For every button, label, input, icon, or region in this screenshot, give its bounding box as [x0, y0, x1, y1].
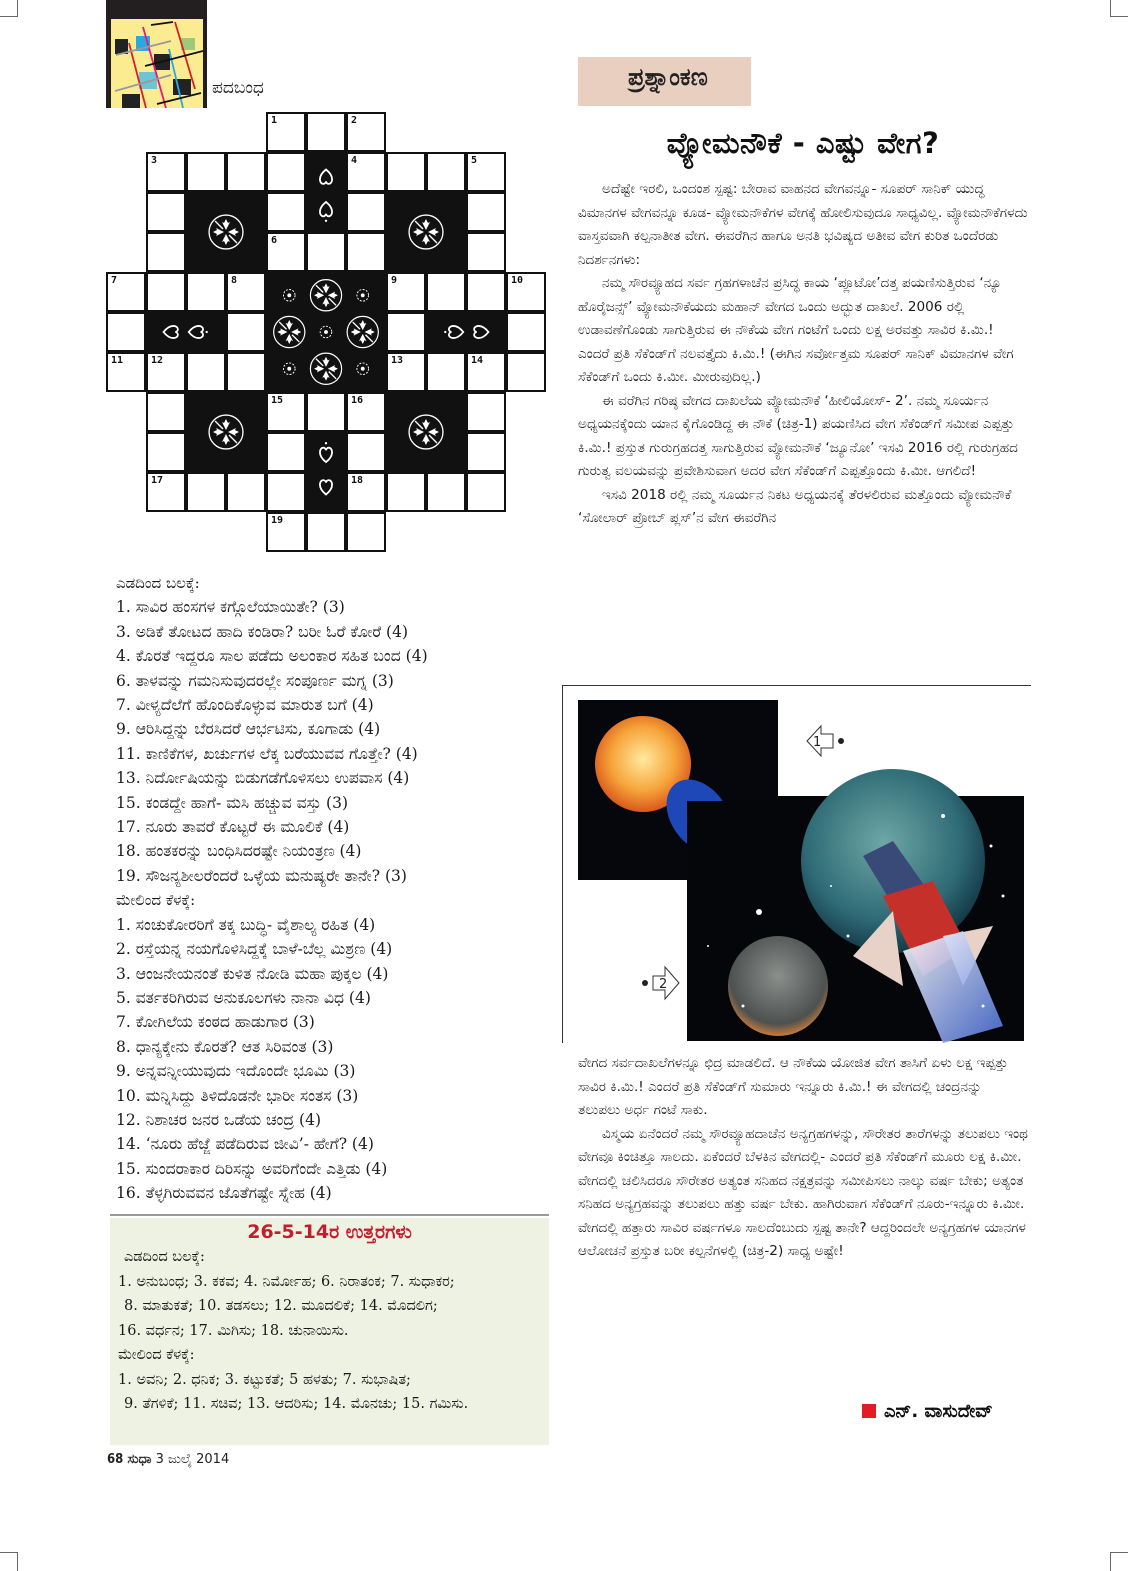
answers-across-line: 16. ವರ್ಧನ; 17. ಮಿಗಿಸು; 18. ಚುನಾಯಿಸು.	[118, 1322, 349, 1339]
crossword-cell[interactable]	[186, 272, 226, 312]
clue-number: 4	[351, 155, 358, 166]
crossword-clues	[116, 571, 556, 1206]
crossword-cell[interactable]	[466, 232, 506, 272]
clue-number: 12	[151, 355, 164, 366]
crossword-logo-art	[111, 19, 203, 108]
crossword-cell[interactable]	[466, 432, 506, 472]
ornament-icon	[268, 274, 384, 390]
answers-title: 26-5-14ರ ಉತ್ತರಗಳು	[247, 1221, 412, 1243]
across-clue: 4. ಕೊರತೆ ಇದ್ದರೂ ಸಾಲ ಪಡೆದು ಅಲಂಕಾರ ಸಹಿತ ಬಂದ (4)	[116, 647, 428, 666]
answers-across-line: 1. ಅನುಬಂಧ; 3. ಕಕವ; 4. ನಿರ್ಮೋಹ; 6. ನಿರಾತಂಕ; 7. ಸುಧಾಕರ;	[118, 1273, 455, 1290]
crossword-cell[interactable]	[386, 472, 426, 512]
down-clue: 16. ತೆಳ್ಳಗಿರುವವನ ಜೊತೆಗಷ್ಟೇ ಸ್ನೇಹ (4)	[116, 1184, 332, 1203]
crossword-logo	[106, 0, 207, 108]
previous-answers-box	[110, 1218, 549, 1445]
crossword-cell[interactable]	[306, 392, 346, 432]
clue-number: 19	[271, 515, 284, 526]
down-clue: 8. ಧಾನ್ಯಕ್ಕೇನು ಕೊರತೆ? ಆತ ಸಿರಿವಂತ (3)	[116, 1037, 334, 1056]
crossword-cell[interactable]	[226, 152, 266, 192]
ornament-icon	[188, 194, 264, 270]
clue-number: 17	[151, 475, 164, 486]
article-figure	[562, 685, 1031, 1043]
clue-number: 9	[391, 275, 398, 286]
byline-square-icon	[862, 1404, 876, 1418]
crossword-cell[interactable]	[426, 472, 466, 512]
kicker-label: ಪ್ರಶ್ನಾಂಕಣ	[628, 63, 708, 91]
down-clue: 10. ಮನ್ನಿಸಿದ್ದು ತಿಳಿದೊಡನೇ ಭಾರೀ ಸಂತಸ (3)	[116, 1086, 359, 1105]
crossword-cell[interactable]	[106, 352, 146, 392]
crossword-cell[interactable]	[266, 512, 306, 552]
heart-block	[426, 312, 506, 352]
down-clue: 2. ರಸ್ತೆಯನ್ನ ನಯಗೊಳಿಸಿದ್ದಕ್ಕೆ ಬಾಳೆ-ಬೆಲ್ಲ ಮಿಶ್ರಣ (4)	[116, 940, 393, 959]
crop-mark-top-right	[1110, 0, 1128, 17]
crossword-cell[interactable]	[466, 472, 506, 512]
ornament-icon	[428, 314, 504, 350]
crossword-cell[interactable]	[146, 472, 186, 512]
answers-across-heading: ಎಡದಿಂದ ಬಲಕ್ಕೆ:	[124, 1249, 205, 1265]
across-clue: 15. ಕಂಡದ್ದೇ ಹಾಗೆ- ಮಸಿ ಹಚ್ಚುವ ವಸ್ತು (3)	[116, 793, 348, 812]
crossword-cell[interactable]	[226, 352, 266, 392]
clue-number: 15	[271, 395, 284, 406]
article-kicker	[578, 57, 751, 106]
down-clue: 3. ಆಂಜನೇಯನಂತೆ ಕುಳಿತ ನೋಡಿ ಮಹಾ ಪುಕ್ಕಲ (4)	[116, 964, 389, 983]
across-clue: 1. ಸಾವಿರ ಹಂಸಗಳ ಕಗ್ಗೊಲೆಯಾಯಿತೇ? (3)	[116, 598, 345, 617]
heart-block	[306, 432, 346, 512]
across-clue: 7. ವೀಳ್ಯದೆಲೆಗೆ ಹೊಂದಿಕೊಳ್ಳುವ ಮಾರುತ ಬಗೆ (4)	[116, 696, 374, 715]
crossword-cell[interactable]	[266, 232, 306, 272]
article-paragraph: ನಮ್ಮ ಸೌರವ್ಯೂಹದ ಸರ್ವ ಗ್ರಹಗಳಾಚೆನ ಪ್ರಸಿದ್ಧ ಕಾಯ ‘ಪ್ಲೂಟೋ’ದತ್ತ ಪಯಣಿಸುತ್ತಿರುವ ‘ನ್ಯೂ ಹೊರೈಜನ್ಸ್’ ವ್ಯೋಮನೌಕೆಯದು ಮಹಾನ್ ವೇಗದ ಒಂದು ಅದ್ಭುತ ದಾಖಲೆ. 2006 ರಲ್ಲಿ ಉಡಾವಣೆಗೊಂಡು ಸಾಗುತ್ತಿರುವ ಈ ನೌಕೆಯ ವೇಗ ಗಂಟೆಗೆ ಒಂದು ಲಕ್ಷ ಅರವತ್ತು ಸಾವಿರ ಕಿ.ಮಿ.! ಎಂದರೆ ಪ್ರತಿ ಸೆಕೆಂಡ್‌ಗೆ ನಲವತ್ತೈದು ಕಿ.ಮಿ.! (ಈಗಿನ ಸರ್ವೋತ್ತಮ ಸೂಪರ್ ಸಾನಿಕ್ ವಿಮಾನಗಳ ವೇಗ ಸೆಕೆಂಡ್‌ಗೆ ಒಂದು ಕಿ.ಮೀ. ಮೀರುವುದಿಲ್ಲ.)	[578, 275, 1014, 385]
crossword-cell[interactable]	[226, 272, 266, 312]
figure-label-2-text: 2	[659, 977, 668, 992]
crossword-cell[interactable]	[146, 232, 186, 272]
crossword-cell[interactable]	[146, 192, 186, 232]
article-paragraph: ಅದೆಷ್ಟೇ ಇರಲಿ, ಒಂದಂಶ ಸ್ಪಷ್ಟ: ಬೇರಾವ ವಾಹನದ ವೇಗವನ್ನೂ- ಸೂಪರ್ ಸಾನಿಕ್ ಯುದ್ಧ ವಿಮಾನಗಳ ವೇಗವನ್ನೂ ಕೂಡ- ವ್ಯೋಮನೌಕೆಗಳ ವೇಗಕ್ಕೆ ಹೋಲಿಸುವುದೂ ಸಾಧ್ಯವಿಲ್ಲ. ವ್ಯೋಮನೌಕೆಗಳದು ವಾಸ್ತವವಾಗಿ ಕಲ್ಪನಾತೀತ ವೇಗ. ಈವರೆಗಿನ ಹಾಗೂ ಅನತಿ ಭವಿಷ್ಯದ ಅತೀವ ವೇಗ ಕುರಿತ ಒಂದೆರಡು ನಿದರ್ಶನಗಳು:	[578, 181, 1028, 268]
crossword-cell[interactable]	[466, 352, 506, 392]
across-clue: 3. ಅಡಿಕೆ ತೋಟದ ಹಾದಿ ಕಂಡಿರಾ? ಬರೀ ಓರೆ ಕೋರೆ (4)	[116, 622, 409, 641]
issue-date: 3 ಜುಲೈ 2014	[155, 1452, 230, 1467]
crossword-cell[interactable]	[146, 432, 186, 472]
center-emblem-block	[266, 272, 386, 392]
crossword-cell[interactable]	[346, 512, 386, 552]
crop-mark-bottom-right	[1110, 1552, 1128, 1571]
crossword-cell[interactable]	[346, 112, 386, 152]
clue-number: 10	[511, 275, 524, 286]
crossword-cell[interactable]	[506, 352, 546, 392]
crossword-cell[interactable]	[266, 152, 306, 192]
crossword-cell[interactable]	[226, 472, 266, 512]
crossword-cell[interactable]	[266, 112, 306, 152]
crossword-cell[interactable]	[306, 232, 346, 272]
crossword-cell[interactable]	[146, 152, 186, 192]
crossword-cell[interactable]	[106, 272, 146, 312]
figure-label-2	[642, 967, 679, 999]
across-clue: 9. ಆರಿಸಿದ್ದನ್ನು ಬೆರಸಿದರೆ ಆರ್ಭಟಿಸು, ಕೂಗಾಡು (4)	[116, 720, 381, 739]
crossword-cell[interactable]	[506, 312, 546, 352]
moon	[728, 936, 828, 1036]
crossword-cell[interactable]	[426, 272, 466, 312]
ornament-icon	[388, 394, 464, 470]
article-headline: ವ್ಯೋಮನೌಕೆ - ಎಷ್ಟು ವೇಗ?	[666, 126, 940, 160]
answers-across-line: 8. ಮಾತುಕತೆ; 10. ತಡಸಲು; 12. ಮೂದಲಿಕೆ; 14. ಮೊದಲಿಗ;	[124, 1298, 438, 1314]
author-name: ಎನ್. ವಾಸುದೇವ್	[884, 1401, 993, 1422]
crossword-cell[interactable]	[386, 272, 426, 312]
answers-down-heading: ಮೇಲಿಂದ ಕೆಳಕ್ಕೆ:	[118, 1347, 195, 1363]
article-byline	[862, 1401, 993, 1422]
page-number: 68	[107, 1452, 124, 1467]
emblem-block	[386, 192, 466, 272]
magazine-name: ಸುಧಾ	[127, 1452, 152, 1467]
crossword-cell[interactable]	[506, 272, 546, 312]
crossword-cell[interactable]	[346, 192, 386, 232]
article-paragraph: ಈ ವರೆಗಿನ ಗರಿಷ್ಠ ವೇಗದ ದಾಖಲೆಯ ವ್ಯೋಮನೌಕೆ ‘ಹೀಲಿಯೋಸ್- 2’. ನಮ್ಮ ಸೂರ್ಯನ ಅಧ್ಯಯನಕ್ಕೆಂದು ಯಾನ ಕೈಗೊಂಡಿದ್ದ ಈ ನೌಕೆ (ಚಿತ್ರ-1) ಪಯಣಿಸಿದ ವೇಗ ಸೆಕೆಂಡ್‌ಗೆ ಸಮೀಪ ಎಪ್ಪತ್ತು ಕಿ.ಮಿ.! ಪ್ರಸ್ತುತ ಗುರುಗ್ರಹದತ್ತ ಸಾಗುತ್ತಿರುವ ವ್ಯೋಮನೌಕೆ ‘ಜ್ಯೂನೋ’ ಇಸವಿ 2016 ರಲ್ಲಿ ಗುರುಗ್ರಹದ ಗುರುತ್ವ ವಲಯವನ್ನು ಪ್ರವೇಶಿಸುವಾಗ ಅದರ ವೇಗ ಸೆಕೆಂಡ್‌ಗೆ ಎಪ್ಪತ್ತೊಂದು ಕಿ.ಮೀ. ಆಗಲಿದೆ!	[578, 392, 1018, 479]
crossword-cell[interactable]	[146, 272, 186, 312]
crossword-cell[interactable]	[386, 352, 426, 392]
clue-number: 1	[271, 115, 278, 126]
answers-down-line: 9. ತೆಗಳಿಕೆ; 11. ಸಚಿವ; 13. ಆದರಿಸು; 14. ಮೊನಚು; 15. ಗಮಿಸು.	[124, 1396, 469, 1412]
across-heading: ಎಡದಿಂದ ಬಲಕ್ಕೆ:	[116, 574, 200, 592]
section-label: ಪದಬಂಧ	[212, 78, 264, 98]
across-clue: 19. ಸೌಜನ್ಯಶೀಲರೆಂದರೆ ಒಳ್ಳೆಯ ಮನುಷ್ಯರೇ ತಾನೇ? (3)	[116, 866, 407, 885]
down-clue: 14. ‘ನೂರು ಹೆಜ್ಜೆ ಪಡೆದಿರುವ ಜೀವಿ’- ಹೇಗೆ? (4)	[116, 1135, 374, 1154]
down-heading: ಮೇಲಿಂದ ಕೆಳಕ್ಕೆ:	[116, 891, 196, 910]
across-clue: 6. ತಾಳವನ್ನು ಗಮನಿಸುವುದರಲ್ಲೇ ಸಂಪೂರ್ಣ ಮಗ್ನ (3)	[116, 671, 394, 690]
ornament-icon	[388, 194, 464, 270]
figure-label-1	[807, 726, 844, 756]
across-clue: 18. ಹಂತಕರನ್ನು ಬಂಧಿಸಿದರಷ್ಟೇ ನಿಯಂತ್ರಣ (4)	[116, 842, 362, 861]
crossword-cell[interactable]	[466, 272, 506, 312]
down-clue: 12. ನಿಶಾಚರ ಜನರ ಒಡೆಯ ಚಂದ್ರ (4)	[116, 1110, 322, 1129]
crossword-cell[interactable]	[266, 472, 306, 512]
spacecraft-illustration	[563, 686, 1031, 1043]
article-body-bottom	[578, 1052, 1028, 1264]
emblem-block	[386, 392, 466, 472]
crossword-cell[interactable]	[306, 512, 346, 552]
emblem-block	[186, 392, 266, 472]
crossword-cell[interactable]	[186, 472, 226, 512]
crossword-cell[interactable]	[466, 192, 506, 232]
clue-number: 8	[231, 275, 238, 286]
article-body-top	[578, 178, 1028, 531]
ornament-icon	[308, 154, 344, 230]
clue-number: 6	[271, 235, 278, 246]
clue-number: 18	[351, 475, 364, 486]
crossword-cell[interactable]	[346, 392, 386, 432]
clue-number: 13	[391, 355, 404, 366]
heart-block	[146, 312, 226, 352]
crossword-cell[interactable]	[186, 352, 226, 392]
crossword-cell[interactable]	[186, 152, 226, 192]
crossword-cell[interactable]	[346, 232, 386, 272]
ornament-icon	[148, 314, 224, 350]
crossword-cell[interactable]	[466, 392, 506, 432]
across-clue: 11. ಕಾಣಿಕೆಗಳ, ಖರ್ಚುಗಳ ಲೆಕ್ಕ ಬರೆಯುವವ ಗೊತ್ತೇ? (4)	[116, 744, 418, 763]
emblem-block	[186, 192, 266, 272]
figure-label-1-text: 1	[813, 735, 822, 750]
down-clue: 5. ವರ್ತಕರಿಗಿರುವ ಅನುಕೂಲಗಳು ನಾನಾ ವಿಧ (4)	[116, 988, 371, 1007]
down-clue: 9. ಅನ್ನವನ್ನೀಯುವುದು ಇದೊಂದೇ ಭೂಮಿ (3)	[116, 1062, 356, 1081]
page-footer	[107, 1452, 229, 1467]
crossword-grid	[107, 113, 547, 553]
clue-number: 16	[351, 395, 364, 406]
crossword-cell[interactable]	[146, 392, 186, 432]
crossword-cell[interactable]	[426, 352, 466, 392]
crossword-cell[interactable]	[106, 312, 146, 352]
crossword-cell[interactable]	[466, 152, 506, 192]
crop-mark-top-left	[0, 0, 18, 17]
down-clue: 7. ಕೋಗಿಲೆಯ ಕಂಠದ ಹಾಡುಗಾರ (3)	[116, 1013, 315, 1032]
crop-mark-bottom-left	[0, 1552, 18, 1571]
answers-down-line: 1. ಅವನಿ; 2. ಧನಿಕ; 3. ಕಟ್ಟುಕತೆ; 5 ಹಳತು; 7. ಸುಭಾಷಿತ;	[118, 1371, 411, 1388]
across-clue: 17. ನೂರು ತಾವರೆ ಕೊಟ್ಟರೆ ಈ ಮೂಲಿಕೆ (4)	[116, 818, 350, 837]
clue-number: 3	[151, 155, 158, 166]
crossword-cell[interactable]	[306, 112, 346, 152]
crossword-cell[interactable]	[266, 192, 306, 232]
ornament-icon	[188, 394, 264, 470]
ornament-icon	[308, 434, 344, 510]
crossword-cell[interactable]	[266, 432, 306, 472]
clue-number: 7	[111, 275, 118, 286]
down-clue: 15. ಸುಂದರಾಕಾರ ದಿರಿಸನ್ನು ಅವರಿಗೆಂದೇ ಎತ್ತಿಡು (4)	[116, 1159, 388, 1178]
heart-block	[306, 152, 346, 232]
clue-number: 14	[471, 355, 484, 366]
crossword-cell[interactable]	[266, 392, 306, 432]
crossword-cell[interactable]	[346, 432, 386, 472]
crossword-cell[interactable]	[386, 312, 426, 352]
crossword-cell[interactable]	[146, 352, 186, 392]
crossword-cell[interactable]	[386, 152, 426, 192]
article-paragraph: ವೇಗದ ಸರ್ವದಾಖಲೆಗಳನ್ನೂ ಛಿದ್ರ ಮಾಡಲಿದೆ. ಆ ನೌಕೆಯ ಯೋಜಿತ ವೇಗ ತಾಸಿಗೆ ಏಳು ಲಕ್ಷ ಇಪ್ಪತ್ತು ಸಾವಿರ ಕಿ.ಮಿ.! ಎಂದರೆ ಪ್ರತಿ ಸೆಕೆಂಡ್‌ಗೆ ಸುಮಾರು ಇನ್ನೂರು ಕಿ.ಮಿ.! ಈ ವೇಗದಲ್ಲಿ ಚಂದ್ರನನ್ನು ತಲುಪಲು ಅರ್ಧ ಗಂಟೆ ಸಾಕು.	[578, 1055, 1008, 1118]
crossword-cell[interactable]	[346, 472, 386, 512]
article-paragraph: ಇಸವಿ 2018 ರಲ್ಲಿ ನಮ್ಮ ಸೂರ್ಯನ ನಿಕಟ ಅಧ್ಯಯನಕ್ಕೆ ತೆರಳಲಿರುವ ಮತ್ತೊಂದು ವ್ಯೋಮನೌಕೆ ‘ಸೋಲಾರ್ ಪ್ರೋಬ್ ಪ್ಲಸ್’ನ ವೇಗ ಈವರೆಗಿನ	[578, 486, 1012, 526]
clue-number: 2	[351, 115, 358, 126]
clue-number: 5	[471, 155, 478, 166]
answers-divider	[110, 1214, 549, 1216]
crossword-cell[interactable]	[346, 152, 386, 192]
crossword-cell[interactable]	[226, 312, 266, 352]
down-clue: 1. ಸಂಚುಕೋರರಿಗೆ ತಕ್ಕ ಬುದ್ಧಿ- ವೈಶಾಲ್ಯ ರಹಿತ (4)	[116, 915, 376, 934]
article-paragraph: ವಿಸ್ಮಯ ಏನೆಂದರೆ ನಮ್ಮ ಸೌರವ್ಯೂಹದಾಚೆನ ಅನ್ಯಗ್ರಹಗಳನ್ನು, ಸೌರೇತರ ತಾರೆಗಳನ್ನು ತಲುಪಲು ಇಂಥ ವೇಗವೂ ಕಿಂಚಿತ್ತೂ ಸಾಲದು. ಏಕೆಂದರೆ ಬೆಳಕಿನ ವೇಗದಲ್ಲಿ- ಎಂದರೆ ಪ್ರತಿ ಸೆಕೆಂಡ್‌ಗೆ ಮೂರು ಲಕ್ಷ ಕಿ.ಮೀ. ವೇಗದಲ್ಲಿ ಚಲಿಸಿದರೂ ಸೌರೇತರ ಅತ್ಯಂತ ಸನಿಹದ ನಕ್ಷತ್ರವನ್ನು ಸಮೀಪಿಸಲು ನಾಲ್ಕು ವರ್ಷ ಬೇಕು; ಅತ್ಯಂತ ಸನಿಹದ ಅನ್ಯಗ್ರಹವನ್ನು ತಲುಪಲು ಹತ್ತು ವರ್ಷ ಬೇಕು. ಹಾಗಿರುವಾಗ ಸೆಕೆಂಡ್‌ಗೆ ನೂರು-ಇನ್ನೂರು ಕಿ.ಮೀ. ವೇಗದಲ್ಲಿ ಹತ್ತಾರು ಸಾವಿರ ವರ್ಷಗಳೂ ಸಾಲದೆಂಬುದು ಸ್ಪಷ್ಟ ತಾನೇ? ಆದ್ದರಿಂದಲೇ ಅನ್ಯಗ್ರಹಗಳ ಯಾನಗಳ ಆಲೋಚನೆ ಪ್ರಸ್ತುತ ಬರೀ ಕಲ್ಪನೆಗಳಲ್ಲಿ (ಚಿತ್ರ-2) ಸಾಧ್ಯ ಅಷ್ಟೇ!	[578, 1125, 1028, 1259]
across-clue: 13. ನಿರ್ದೋಷಿಯನ್ನು ಬಿಡುಗಡೆಗೊಳಿಸಲು ಉಪವಾಸ (4)	[116, 769, 410, 788]
crossword-cell[interactable]	[426, 152, 466, 192]
clue-number: 11	[111, 355, 124, 366]
